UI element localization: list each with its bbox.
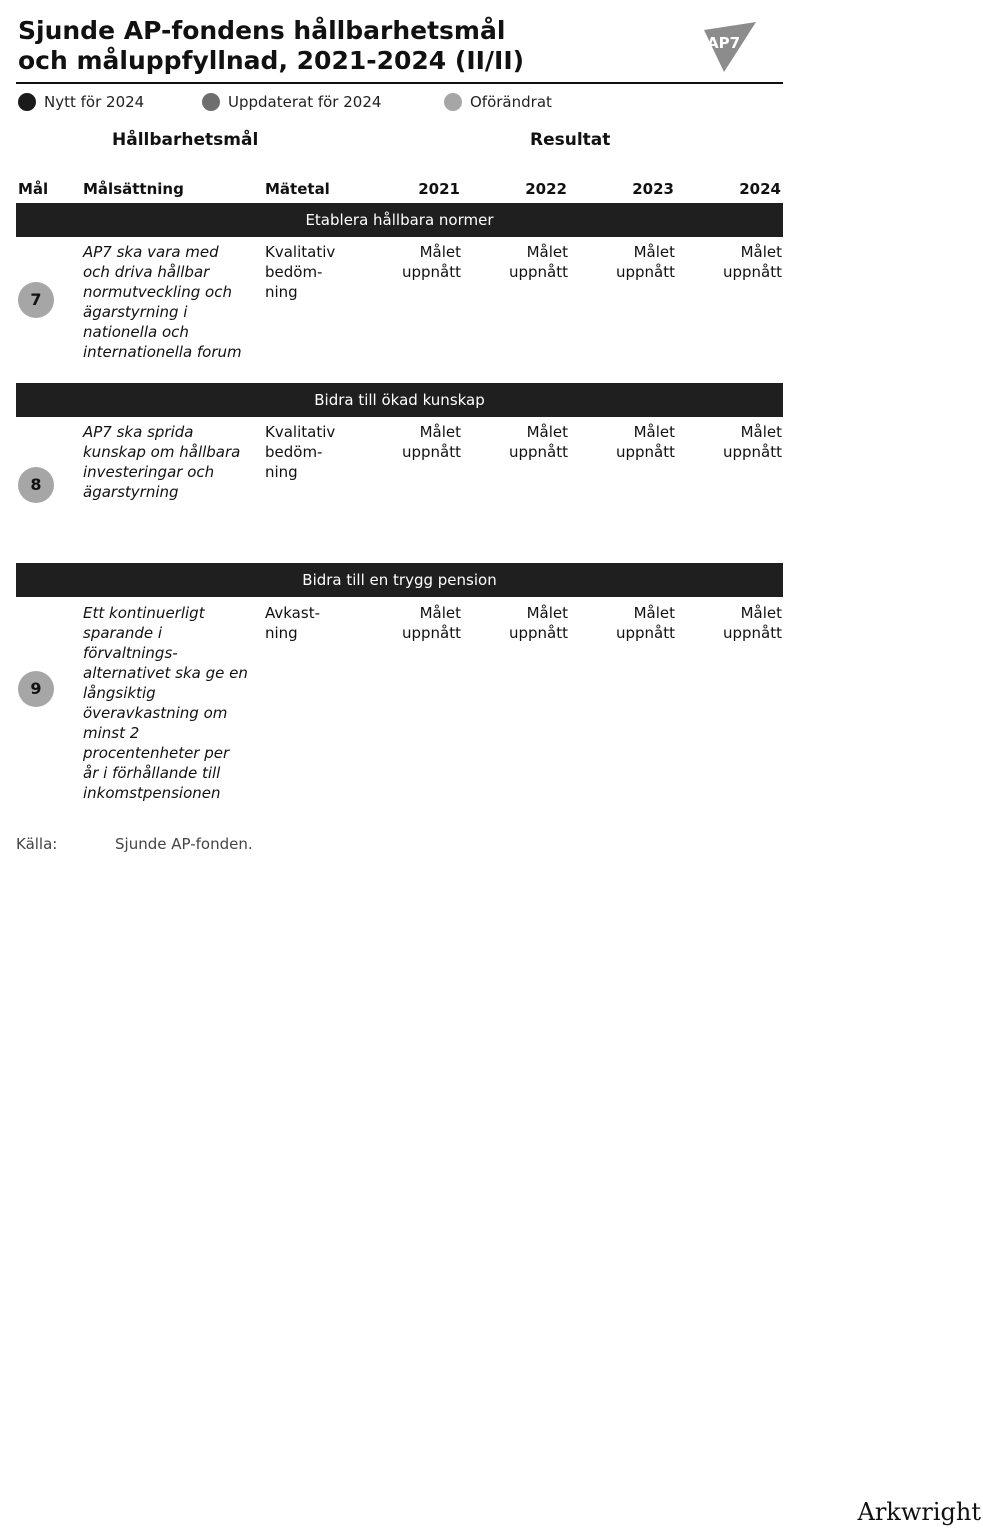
column-header-goal: Mål xyxy=(18,180,49,198)
result-2022: Målet uppnått xyxy=(508,604,568,642)
goal-row-8 xyxy=(16,422,783,512)
result-2024: Målet uppnått xyxy=(722,243,782,281)
result-2024: Målet uppnått xyxy=(722,604,782,642)
column-header-metric: Mätetal xyxy=(265,180,330,198)
group-header-results: Resultat xyxy=(530,130,611,150)
title-line-1: Sjunde AP-fondens hållbarhetsmål xyxy=(18,16,506,45)
legend-dot-unchanged xyxy=(444,93,462,111)
result-2021: Målet uppnått xyxy=(401,604,461,642)
legend-dot-updated xyxy=(202,93,220,111)
goal-number-badge: 9 xyxy=(18,671,54,707)
result-2022: Målet uppnått xyxy=(508,423,568,461)
legend-item-new xyxy=(18,92,144,112)
legend-label-new: Nytt för 2024 xyxy=(44,93,145,111)
column-header-2024: 2024 xyxy=(739,180,781,198)
ap7-logo xyxy=(702,22,758,74)
goal-number-badge: 8 xyxy=(18,467,54,503)
goal-row-7 xyxy=(16,242,783,366)
group-header-goals: Hållbarhetsmål xyxy=(112,130,259,150)
goal-metric-text: Kvalitativ bedöm- ning xyxy=(265,243,336,301)
goal-target-text: AP7 ska sprida kunskap om hållbara investeringar och ägarstyrning xyxy=(83,423,241,501)
goal-target-text: AP7 ska vara med och driva hållbar normutveckling och ägarstyrning i nationella och internationella forum xyxy=(83,243,242,361)
title-divider xyxy=(16,82,783,84)
result-2021: Målet uppnått xyxy=(401,243,461,281)
legend-item-updated xyxy=(202,92,381,112)
source-note xyxy=(16,835,253,853)
result-2024: Målet uppnått xyxy=(722,423,782,461)
source-text: Sjunde AP-fonden. xyxy=(115,835,253,853)
column-header-2023: 2023 xyxy=(632,180,674,198)
legend xyxy=(18,92,783,112)
goal-metric-text: Avkast- ning xyxy=(265,604,320,642)
legend-dot-new xyxy=(18,93,36,111)
source-label: Källa: xyxy=(16,835,58,853)
section-band-norms: Etablera hållbara normer xyxy=(16,203,783,237)
legend-label-updated: Uppdaterat för 2024 xyxy=(228,93,382,111)
title-line-2: och måluppfyllnad, 2021-2024 (II/II) xyxy=(18,46,525,75)
section-band-knowledge: Bidra till ökad kunskap xyxy=(16,383,783,417)
result-2021: Målet uppnått xyxy=(401,423,461,461)
column-header-2022: 2022 xyxy=(525,180,567,198)
result-2023: Målet uppnått xyxy=(615,423,675,461)
goal-metric-text: Kvalitativ bedöm- ning xyxy=(265,423,336,481)
legend-label-unchanged: Oförändrat xyxy=(470,93,552,111)
page-title xyxy=(18,16,698,76)
column-header-target: Målsättning xyxy=(83,180,184,198)
section-band-pension: Bidra till en trygg pension xyxy=(16,563,783,597)
result-2022: Målet uppnått xyxy=(508,243,568,281)
goal-row-9 xyxy=(16,603,783,808)
goal-number-badge: 7 xyxy=(18,282,54,318)
result-2023: Målet uppnått xyxy=(615,243,675,281)
column-header-2021: 2021 xyxy=(418,180,460,198)
goal-target-text: Ett kontinuerligt sparande i förvaltnings- alternativet ska ge en långsiktig överavkastning om minst 2 procentenheter per år i förhållande till inkomstpensionen xyxy=(83,604,248,802)
ap7-logo-text: AP7 xyxy=(707,34,741,52)
arkwright-brand-logo: Arkwright xyxy=(857,1498,981,1526)
legend-item-unchanged xyxy=(444,92,552,112)
result-2023: Målet uppnått xyxy=(615,604,675,642)
